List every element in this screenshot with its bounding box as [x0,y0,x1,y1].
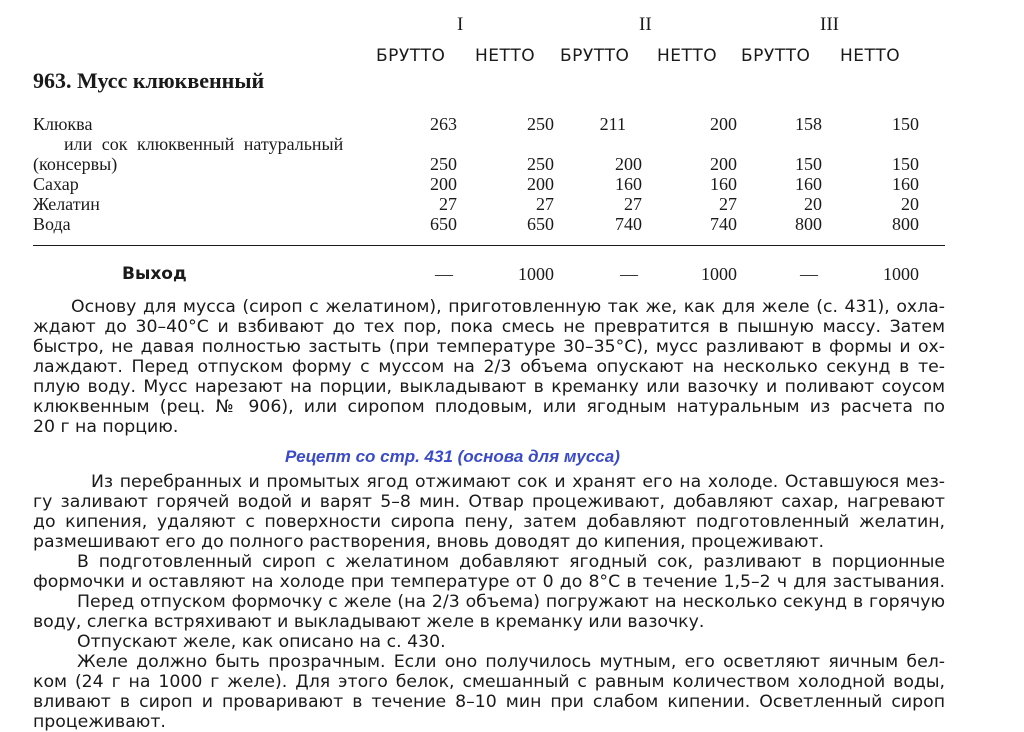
text-line: воду, слегка встряхивают и выкладывают желе в креманку или вазочку. [33,612,705,632]
cell-value: 250 [527,154,554,174]
cell-value: 211 [599,114,626,134]
col-header-6: НЕТТО [840,46,901,66]
text-line: лаждают. Перед отпуском форму с муссом на 2/3 объема опускают на несколько секунд в те- [33,357,945,377]
ingredient-name: Сахар [33,174,79,194]
portion-i: I [457,14,464,35]
cell-value: 200 [710,114,737,134]
col-header-4: НЕТТО [657,46,718,66]
jelly-instructions [33,472,945,732]
cell-value: 263 [430,114,457,134]
cell-value: 250 [430,154,457,174]
table-divider [33,245,945,246]
ingredient-name: Вода [33,214,71,234]
cell-value: 27 [624,194,642,214]
cell-value: 200 [615,154,642,174]
recipe-title: 963. Мусс клюквенный [33,68,265,93]
portion-ii: II [639,14,652,35]
cell-value: 27 [719,194,737,214]
portion-iii: III [820,14,839,35]
text-line: Желе должно быть прозрачным. Если оно получилось мутным, его осветляют яичным бел- [77,652,945,672]
ingredient-name: или сок клюквенный натуральный [64,134,344,154]
yield-value: — [435,264,453,284]
cell-value: 160 [795,174,822,194]
text-line: быстро, не давая полностью застыть (при температуре 30–35°С), мусс разливают в формы и ох- [33,337,945,357]
text-line: Основу для мусса (сироп с желатином), приготовленную так же, как для желе (с. 431), охла- [71,297,945,317]
text-line: Отпускают желе, как описано на с. 430. [77,632,446,652]
col-header-1: БРУТТО [376,46,446,66]
cell-value: 160 [892,174,919,194]
cell-value: 150 [892,114,919,134]
text-line: 20 г на порцию. [33,417,179,437]
cell-value: 200 [430,174,457,194]
cell-value: 200 [527,174,554,194]
yield-value: 1000 [701,264,737,284]
text-line: Перед отпуском формочку с желе (на 2/3 объема) погружают на несколько секунд в горячую [77,592,945,612]
text-line: клюквенным (рец. № 906), или сиропом плодовым, или ягодным натуральным из расчета по [33,397,945,417]
col-header-2: НЕТТО [475,46,536,66]
text-line: ждают до 30–40°С и взбивают до тех пор, пока смесь не превратится в пышную массу. Затем [33,317,945,337]
cell-value: 740 [615,214,642,234]
text-line: процеживают. [33,712,166,732]
yield-label: Выход [122,264,187,284]
text-line: формочки и оставляют на холоде при температуре от 0 до 8°С в течение 1,5–2 ч для застывания. [33,572,945,592]
ingredient-name: Желатин [33,194,100,214]
cell-value: 27 [536,194,554,214]
cell-value: 200 [710,154,737,174]
mousse-instructions [33,297,945,437]
yield-value: — [800,264,818,284]
cell-value: 20 [804,194,822,214]
text-line: ком (24 г на 1000 г желе). Для этого белок, смешанный с равным количеством холодной воды, [33,672,945,692]
text-line: плую воду. Мусс нарезают на порции, выкладывают в креманку или вазочку и поливают соусом [33,377,945,397]
cell-value: 160 [615,174,642,194]
text-line: вливают в сироп и проваривают в течение 8–10 мин при слабом кипении. Осветленный сироп [33,692,945,712]
text-line: размешивают его до полного растворения, вновь доводят до кипения, процеживают. [33,532,825,552]
text-line: до кипения, удаляют с поверхности сиропа пену, затем добавляют подготовленный желатин, [33,512,945,532]
cell-value: 150 [795,154,822,174]
cell-value: 250 [527,114,554,134]
cell-value: 740 [710,214,737,234]
col-header-3: БРУТТО [560,46,630,66]
cell-value: 650 [527,214,554,234]
text-line: Из перебранных и промытых ягод отжимают сок и хранят его на холоде. Оставшуюся мез- [91,472,945,492]
cell-value: 158 [795,114,822,134]
cell-value: 20 [901,194,919,214]
yield-value: 1000 [883,264,919,284]
text-line: гу заливают горячей водой и варят 5–8 мин. Отвар процеживают, добавляют сахар, нагревают [33,492,945,512]
col-header-5: БРУТТО [741,46,811,66]
recipe-reference-note: Рецепт со стр. 431 (основа для мусса) [285,447,620,466]
cell-value: 27 [439,194,457,214]
ingredient-name: (консервы) [33,154,118,174]
cell-value: 800 [795,214,822,234]
cell-value: 150 [892,154,919,174]
cell-value: 160 [710,174,737,194]
cell-value: 800 [892,214,919,234]
text-line: В подготовленный сироп с желатином добавляют ягодный сок, разливают в порционные [77,552,945,572]
ingredient-name: Клюква [33,114,93,134]
yield-value: — [620,264,638,284]
yield-value: 1000 [518,264,554,284]
cell-value: 650 [430,214,457,234]
